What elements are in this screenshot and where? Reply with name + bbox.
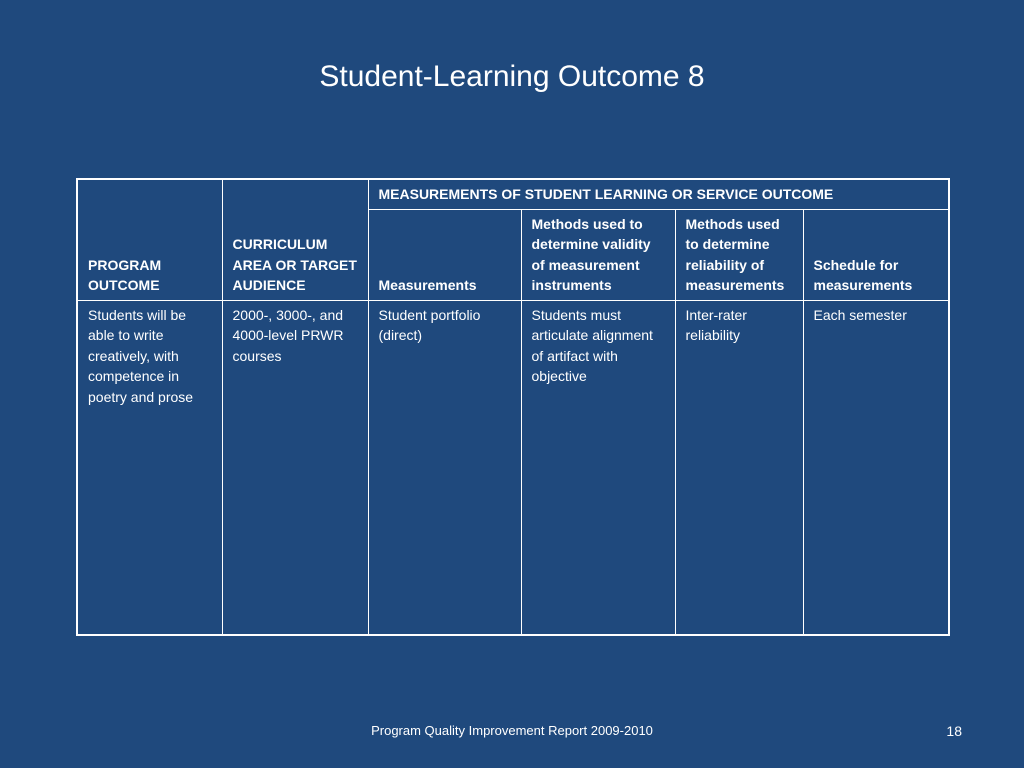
cell-curriculum-area: 2000-, 3000-, and 4000-level PRWR courses xyxy=(222,300,368,635)
cell-reliability-methods: Inter-rater reliability xyxy=(675,300,803,635)
footer-text: Program Quality Improvement Report 2009-2010 xyxy=(371,723,653,738)
header-measurements-group: MEASUREMENTS OF STUDENT LEARNING OR SERVICE OUTCOME xyxy=(368,179,949,209)
header-reliability-methods: Methods used to determine reliability of measurements xyxy=(675,209,803,300)
header-curriculum-area: CURRICULUM AREA OR TARGET AUDIENCE xyxy=(222,179,368,300)
header-schedule: Schedule for measurements xyxy=(803,209,949,300)
outcome-table xyxy=(76,178,950,636)
cell-schedule: Each semester xyxy=(803,300,949,635)
table-row xyxy=(77,300,949,635)
header-measurements: Measurements xyxy=(368,209,521,300)
header-validity-methods: Methods used to determine validity of measurement instruments xyxy=(521,209,675,300)
header-program-outcome: PROGRAM OUTCOME xyxy=(77,179,222,300)
slide-title: Student-Learning Outcome 8 xyxy=(319,60,705,93)
page-number: 18 xyxy=(946,723,962,739)
cell-validity-methods: Students must articulate alignment of artifact with objective xyxy=(521,300,675,635)
cell-program-outcome: Students will be able to write creatively, with competence in poetry and prose xyxy=(77,300,222,635)
cell-measurements: Student portfolio (direct) xyxy=(368,300,521,635)
